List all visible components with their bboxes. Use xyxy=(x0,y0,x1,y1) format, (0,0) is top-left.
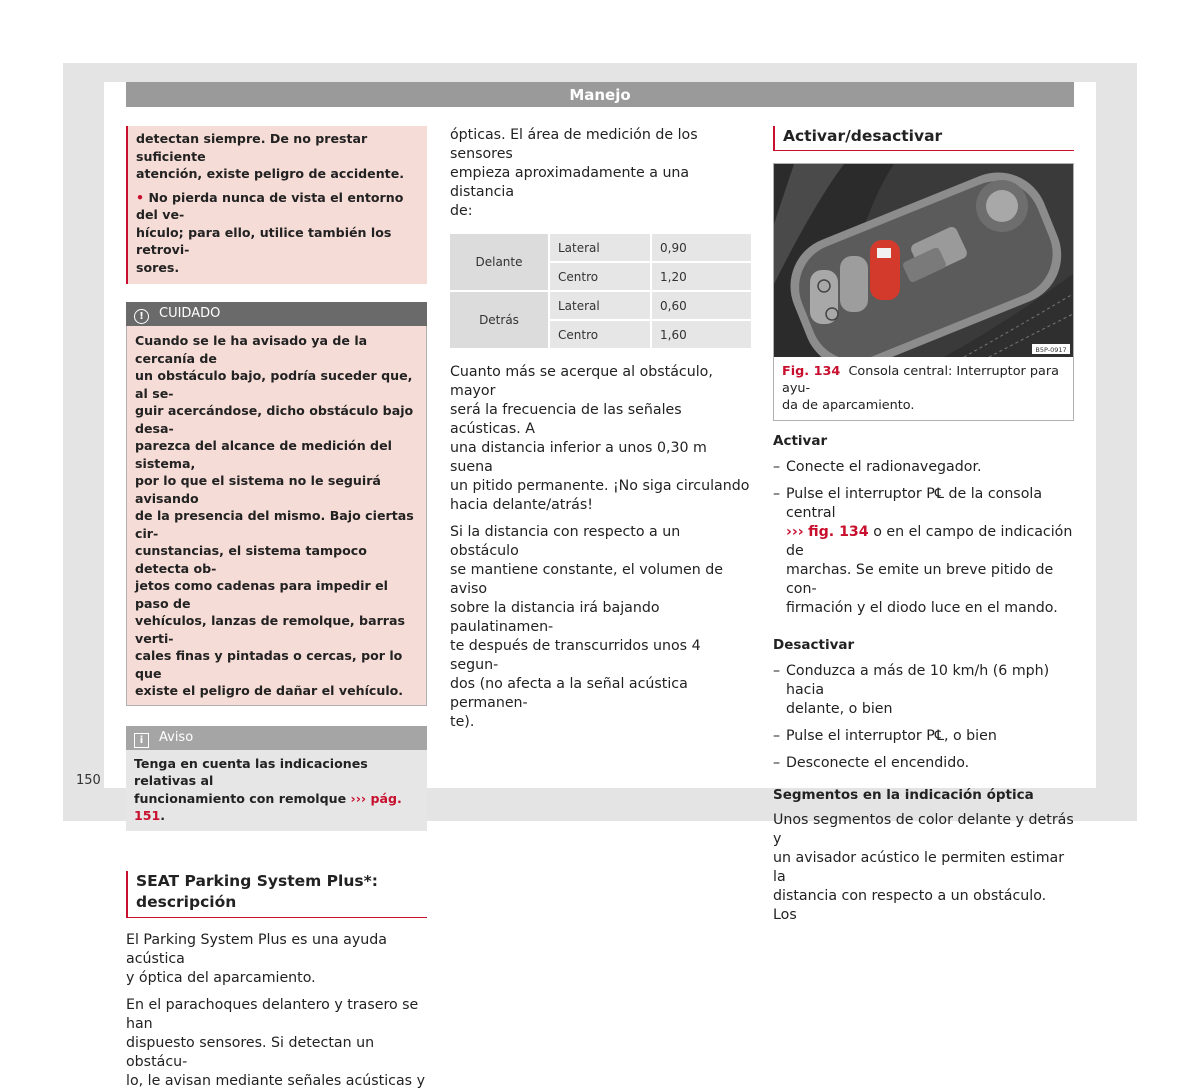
text-line: vehículos, lanzas de remolque, barras verti- xyxy=(135,613,405,646)
text-line: guir acercándose, dicho obstáculo bajo desa- xyxy=(135,403,414,436)
warning-line: hículo; para ello, utilice también los retrovi- xyxy=(136,224,392,257)
table-row xyxy=(450,234,751,263)
warning-line: No pierda nunca de vista el entorno del ve- xyxy=(136,189,404,222)
warning-line: sores. xyxy=(136,259,180,275)
paragraph xyxy=(126,996,427,1091)
paragraph xyxy=(773,811,1074,925)
text-line: cunstancias, el sistema tampoco detecta ob- xyxy=(135,543,367,576)
text-line: te después de transcurridos unos 4 segun- xyxy=(450,638,701,673)
text-line: de la presencia del mismo. Bajo ciertas cir- xyxy=(135,508,414,541)
info-icon: i xyxy=(134,733,149,748)
note-text: . xyxy=(160,808,166,823)
caution-body xyxy=(126,326,427,706)
section-title xyxy=(126,871,427,918)
text-line: Cuando se le ha avisado ya de la cercanía de xyxy=(135,333,368,366)
console-image xyxy=(774,164,1073,357)
distance-table xyxy=(450,234,751,350)
list-item-text: Pulse el interruptor P℄ de la consola central xyxy=(786,486,1043,521)
text-line: parezca del alcance de medición del sistema, xyxy=(135,438,392,471)
figure-code: B5P-0917 xyxy=(1035,346,1067,354)
bullet-icon: • xyxy=(136,189,145,205)
list-item-text: o en el campo de indicación de xyxy=(786,524,1073,559)
note-title: Aviso xyxy=(159,729,194,745)
table-value-cell: 1,60 xyxy=(652,321,751,350)
text-line: distancia con respecto a un obstáculo. Los xyxy=(773,888,1047,923)
subheading-activar: Activar xyxy=(773,433,828,449)
page-link[interactable]: pág. 151 xyxy=(134,790,402,823)
text-line: jetos como cadenas para impedir el paso de xyxy=(135,578,388,611)
dash-icon: – xyxy=(773,663,781,679)
dash-icon: – xyxy=(773,459,781,475)
table-label-cell: Centro xyxy=(550,263,652,292)
table-value-cell: 0,90 xyxy=(652,234,751,263)
list-item xyxy=(773,485,1074,618)
paragraph xyxy=(450,363,751,515)
table-label-cell: Lateral xyxy=(550,234,652,263)
figure xyxy=(773,163,1074,421)
note-line: Tenga en cuenta las indicaciones relativas al xyxy=(134,755,368,788)
text-line: de: xyxy=(450,203,473,219)
note-header xyxy=(126,726,427,750)
list-item-text: firmación y el diodo luce en el mando. xyxy=(786,600,1058,616)
section-title-line: descripción xyxy=(136,892,237,911)
note-line xyxy=(134,790,419,825)
dash-icon: – xyxy=(773,755,781,771)
list-item-text: Desconecte el encendido. xyxy=(786,755,970,771)
text-line: por lo que el sistema no le seguirá avisando xyxy=(135,473,381,506)
arrow-icon: ››› xyxy=(786,524,804,540)
note-block xyxy=(126,726,427,831)
text-line: empieza aproximadamente a una distancia xyxy=(450,165,690,200)
text-line: un pitido permanente. ¡No siga circulando xyxy=(450,478,750,494)
table-value-cell: 0,60 xyxy=(652,292,751,321)
figure-label: Fig. 134 xyxy=(782,364,841,379)
text-line: cales finas y pintadas o cercas, por lo que xyxy=(135,648,403,681)
list-item xyxy=(773,458,1074,477)
text-line: dispuesto sensores. Si detectan un obstácu- xyxy=(126,1034,375,1070)
text-line: y óptica del aparcamiento. xyxy=(126,969,316,986)
column-middle xyxy=(450,126,751,732)
text-line: existe el peligro de dañar el vehículo. xyxy=(135,683,404,698)
warning-continuation xyxy=(126,126,427,284)
table-label-cell: Lateral xyxy=(550,292,652,321)
warning-line: atención, existe peligro de accidente. xyxy=(136,166,405,181)
warning-bullet xyxy=(136,189,419,224)
paragraph xyxy=(450,523,751,732)
list-item-text: Conecte el radionavegador. xyxy=(786,459,982,475)
dash-icon: – xyxy=(773,728,781,744)
text-line: una distancia inferior a unos 0,30 m suena xyxy=(450,440,707,475)
section-title: Activar/desactivar xyxy=(773,126,1074,151)
caption-line: Consola central: Interruptor para ayu- xyxy=(782,364,1059,396)
text-line: lo, le avisan mediante señales acústicas y xyxy=(126,1072,425,1089)
text-line: En el parachoques delantero y trasero se han xyxy=(126,996,419,1032)
figure-caption xyxy=(774,357,1073,420)
subheading-desactivar: Desactivar xyxy=(773,637,855,653)
table-value-cell: 1,20 xyxy=(652,263,751,292)
subheading-segmentos: Segmentos en la indicación óptica xyxy=(773,787,1034,803)
text-line: Unos segmentos de color delante y detrás y xyxy=(773,812,1074,847)
text-line: un obstáculo bajo, podría suceder que, al se- xyxy=(135,368,413,401)
text-line: un avisador acústico le permiten estimar la xyxy=(773,850,1065,885)
note-body xyxy=(126,750,427,831)
list-item xyxy=(773,754,1074,773)
caution-header xyxy=(126,302,427,326)
caution-block xyxy=(126,302,427,706)
figure-link[interactable]: fig. 134 xyxy=(808,524,869,540)
column-right xyxy=(773,126,1074,925)
paragraph xyxy=(450,126,751,221)
text-line: se mantiene constante, el volumen de aviso xyxy=(450,562,723,597)
list-item-text: Conduzca a más de 10 km/h (6 mph) hacia xyxy=(786,663,1050,698)
warning-line: detectan siempre. De no prestar suficiente xyxy=(136,131,368,164)
table-label-cell: Centro xyxy=(550,321,652,350)
text-line: sobre la distancia irá bajando paulatinamen- xyxy=(450,600,660,635)
text-line: será la frecuencia de las señales acústicas. A xyxy=(450,402,682,437)
caption-line: da de aparcamiento. xyxy=(782,398,915,413)
page-number: 150 xyxy=(76,773,101,788)
list-item xyxy=(773,662,1074,719)
paragraph xyxy=(126,931,427,988)
list-item-text: Pulse el interruptor P℄, o bien xyxy=(786,728,997,744)
page-header: Manejo xyxy=(126,82,1074,107)
section-title-line: SEAT Parking System Plus*: xyxy=(136,871,378,890)
list-item-text: marchas. Se emite un breve pitido de con- xyxy=(786,562,1054,597)
dash-icon: – xyxy=(773,486,781,502)
text-line: Si la distancia con respecto a un obstáculo xyxy=(450,524,681,559)
table-row xyxy=(450,292,751,321)
column-left xyxy=(126,126,427,1091)
table-group-cell: Detrás xyxy=(450,292,550,350)
note-text: funcionamiento con remolque xyxy=(134,790,347,806)
text-line: El Parking System Plus es una ayuda acústica xyxy=(126,931,387,967)
exclamation-icon: ! xyxy=(134,309,149,324)
arrow-icon: ››› xyxy=(350,790,367,806)
table-group-cell: Delante xyxy=(450,234,550,292)
text-line: hacia delante/atrás! xyxy=(450,497,593,513)
text-line: ópticas. El área de medición de los sensores xyxy=(450,127,698,162)
list-item xyxy=(773,727,1074,746)
text-line: dos (no afecta a la señal acústica permanen- xyxy=(450,676,688,711)
list-item-text: delante, o bien xyxy=(786,701,893,717)
text-line: te). xyxy=(450,714,475,730)
text-line: Cuanto más se acerque al obstáculo, mayor xyxy=(450,364,713,399)
caution-title: CUIDADO xyxy=(159,306,221,321)
